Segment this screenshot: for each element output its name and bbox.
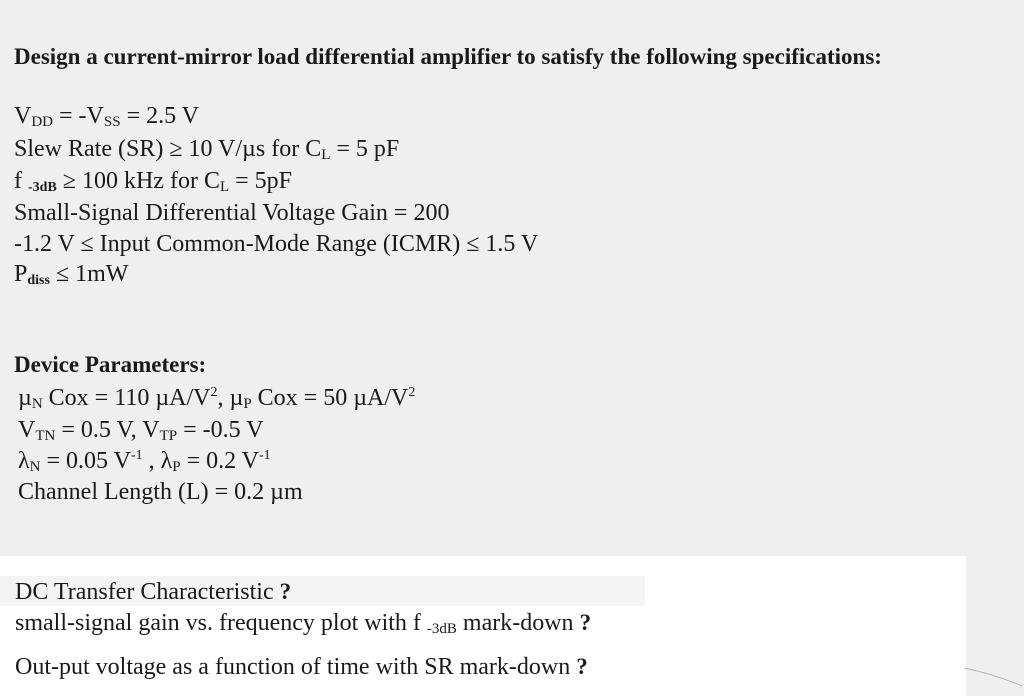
question-gain-frequency: small-signal gain vs. frequency plot with f -3dB mark-down ? (15, 610, 592, 637)
param-mobility: µN Cox = 110 $\mu A/V^2$, µP Cox = 50 $\mu A/V^2$ (18, 385, 416, 412)
questions-panel (0, 556, 966, 696)
param-channel-length: Channel Length (L) = 0.2 µm (18, 479, 303, 505)
param-lambda: λN = 0.05 $V^{-1}$ , λP = 0.2 $V^{-1}$ (18, 448, 271, 475)
param-threshold-voltage: VTN = 0.5 V, VTP = -0.5 V (18, 417, 264, 444)
spec-power-dissipation: Pdiss ≤ 1mW (14, 261, 129, 288)
question-dc-transfer: DC Transfer Characteristic ? (15, 579, 292, 605)
spec-supply-voltage: VDD = -VSS = 2.5 V (14, 103, 199, 130)
spec-icmr: -1.2 V ≤ Input Common-Mode Range (ICMR) ≤ 1.5 V (14, 231, 539, 257)
spec-bandwidth: f -3dB ≥ 100 kHz for CL = 5pF (14, 168, 293, 195)
device-parameters-title: Device Parameters: (14, 352, 207, 377)
problem-heading: Design a current-mirror load differential amplifier to satisfy the following specifications: (14, 44, 882, 69)
question-output-voltage: Out-put voltage as a function of time with SR mark-down ? (15, 654, 588, 680)
spec-gain: Small-Signal Differential Voltage Gain = 200 (14, 200, 450, 226)
spec-slew-rate: Slew Rate (SR) ≥ 10 V/µs for CL = 5 pF (14, 136, 400, 163)
paper-edge-curve (964, 656, 1024, 696)
